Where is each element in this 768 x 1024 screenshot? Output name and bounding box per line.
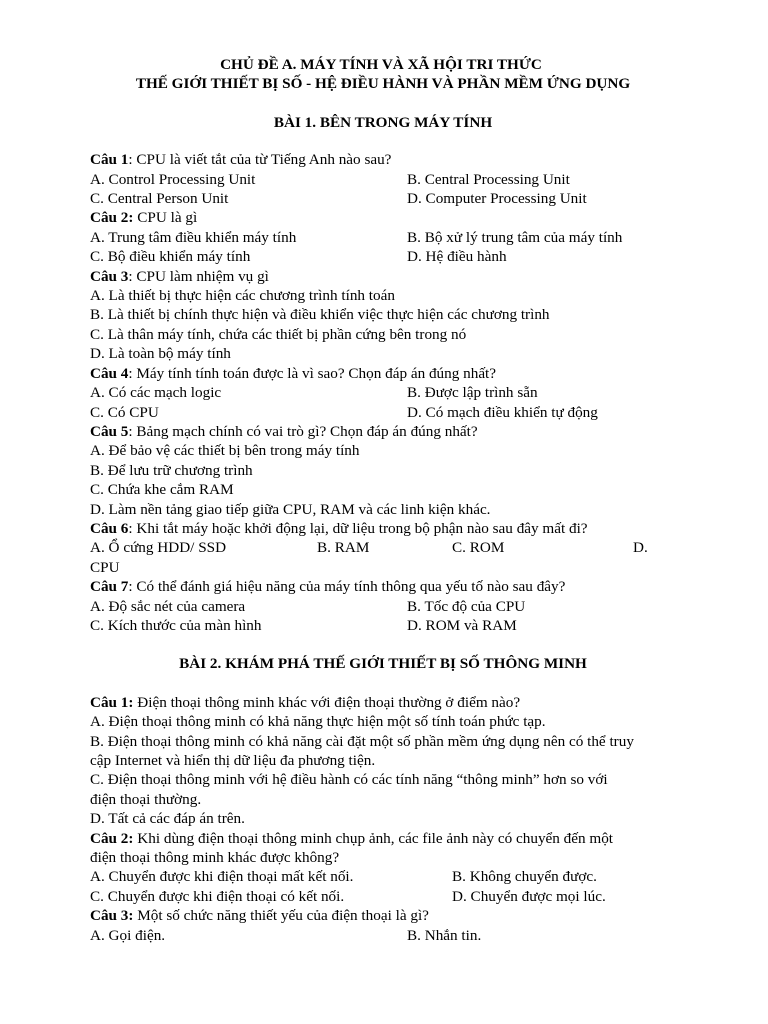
answer-row [90, 228, 676, 247]
answer-c: C. Có CPU [90, 403, 159, 421]
answer-c: C. ROM [452, 539, 505, 557]
question-label: Câu 6 [90, 519, 129, 537]
answer-b: B. Là thiết bị chính thực hiện và điều khiển việc thực hiện các chương trình [90, 306, 550, 324]
question-label: Câu 1 [90, 151, 129, 169]
answer-b: B. Tốc độ của CPU [407, 597, 526, 615]
answer-row [90, 867, 676, 886]
answer-a: A. Để bảo vệ các thiết bị bên trong máy tính [90, 442, 360, 460]
answer-c: C. Chuyển được khi điện thoại có kết nối. [90, 887, 345, 905]
question-1 [90, 150, 676, 169]
answer-row [90, 926, 676, 945]
question-text-continued: điện thoại thông minh khác được không? [90, 849, 340, 867]
answer-a: A. Trung tâm điều khiển máy tính [90, 228, 297, 246]
question-3 [90, 267, 676, 286]
question-label: Câu 3 [90, 267, 129, 285]
document-content [90, 55, 676, 945]
answer-d: D. Có mạch điều khiển tự động [407, 403, 598, 421]
answer-a: A. Control Processing Unit [90, 170, 256, 188]
question-text: CPU là gì [133, 209, 198, 227]
answer-d-continued: CPU [90, 558, 120, 576]
lesson-1-title: BÀI 1. BÊN TRONG MÁY TÍNH [273, 113, 493, 131]
answer-row [90, 247, 676, 266]
question-label: Câu 3: [90, 907, 134, 925]
answer-b: B. Không chuyển được. [452, 868, 597, 886]
question-4 [90, 364, 676, 383]
answer-row [90, 887, 676, 906]
answer-row [90, 189, 676, 208]
answer-d: D. Làm nền tảng giao tiếp giữa CPU, RAM và các linh kiện khác. [90, 500, 491, 518]
question-text: : Máy tính tính toán được là vì sao? Chọn đáp án đúng nhất? [128, 364, 497, 382]
answer-c-continued: điện thoại thường. [90, 790, 202, 808]
answer-c: C. Central Person Unit [90, 190, 229, 208]
answer-c: C. Là thân máy tính, chứa các thiết bị phần cứng bên trong nó [90, 325, 467, 343]
question-label: Câu 2: [90, 829, 134, 847]
lesson-2-title: BÀI 2. KHÁM PHÁ THẾ GIỚI THIẾT BỊ SỐ THÔNG MINH [179, 655, 587, 673]
answer-a: A. Chuyển được khi điện thoại mất kết nối. [90, 868, 354, 886]
answer-c: C. Bộ điều khiển máy tính [90, 248, 251, 266]
answer-a: A. Có các mạch logic [90, 384, 222, 402]
question-text: Điện thoại thông minh khác với điện thoại thường ở điểm nào? [133, 693, 521, 711]
answer-b: B. Nhắn tin. [407, 926, 482, 944]
question-text: : CPU là viết tắt của từ Tiếng Anh nào sau? [128, 151, 392, 169]
answer-row [90, 538, 676, 557]
answer-a: A. Ổ cứng HDD/ SSD [90, 539, 227, 557]
question-text: : Khi tắt máy hoặc khởi động lại, dữ liệu trong bộ phận nào sau đây mất đi? [128, 519, 588, 537]
question-text: Khi dùng điện thoại thông minh chụp ảnh, các file ảnh này có chuyển đến một [133, 829, 614, 847]
answer-a: A. Gọi điện. [90, 926, 166, 944]
answer-d: D. [633, 539, 648, 557]
answer-d: D. ROM và RAM [407, 616, 517, 634]
answer-a: A. Điện thoại thông minh có khả năng thực hiện một số tính toán phức tạp. [90, 713, 546, 731]
question-text: : Có thể đánh giá hiệu năng của máy tính thông qua yếu tố nào sau đây? [128, 578, 566, 596]
question-text: Một số chức năng thiết yếu của điện thoại là gì? [133, 907, 429, 925]
question-6 [90, 519, 676, 538]
question-2 [90, 208, 676, 227]
question-1 [90, 693, 676, 712]
answer-c: C. Điện thoại thông minh với hệ điều hành có các tính năng “thông minh” hơn so với [90, 771, 608, 789]
answer-b: B. Central Processing Unit [407, 170, 570, 188]
topic-title: CHỦ ĐỀ A. MÁY TÍNH VÀ XÃ HỘI TRI THỨC [220, 56, 542, 73]
question-label: Câu 1: [90, 693, 134, 711]
answer-d: D. Chuyển được mọi lúc. [452, 887, 606, 905]
answer-c: C. Chứa khe cắm RAM [90, 481, 234, 499]
question-3 [90, 906, 676, 925]
answer-b: B. RAM [317, 539, 370, 557]
answer-row [90, 616, 676, 635]
question-2 [90, 829, 676, 848]
answer-b: B. Được lập trình sẵn [407, 384, 538, 402]
topic-subtitle: THẾ GIỚI THIẾT BỊ SỐ - HỆ ĐIỀU HÀNH VÀ PHẦN MỀM ỨNG DỤNG [135, 75, 631, 93]
answer-row [90, 597, 676, 616]
answer-b: B. Để lưu trữ chương trình [90, 461, 253, 479]
question-5 [90, 422, 676, 441]
answer-d: D. Hệ điều hành [407, 248, 507, 266]
answer-row [90, 383, 676, 402]
answer-b: B. Điện thoại thông minh có khả năng cài đặt một số phần mềm ứng dụng nên có thể truy [90, 732, 634, 750]
answer-d: D. Tất cả các đáp án trên. [90, 810, 245, 828]
answer-c: C. Kích thước của màn hình [90, 616, 262, 634]
answer-row [90, 170, 676, 189]
answer-b: B. Bộ xử lý trung tâm của máy tính [407, 228, 623, 246]
answer-d: D. Là toàn bộ máy tính [90, 345, 231, 363]
question-text: : CPU làm nhiệm vụ gì [128, 267, 269, 285]
question-label: Câu 7 [90, 578, 129, 596]
question-label: Câu 5 [90, 422, 129, 440]
question-label: Câu 2: [90, 209, 134, 227]
answer-row [90, 403, 676, 422]
question-text: : Bảng mạch chính có vai trò gì? Chọn đáp án đúng nhất? [128, 422, 478, 440]
answer-b-continued: cập Internet và hiển thị dữ liệu đa phương tiện. [90, 751, 376, 769]
question-label: Câu 4 [90, 364, 129, 382]
question-7 [90, 577, 676, 596]
answer-d: D. Computer Processing Unit [407, 190, 587, 208]
answer-a: A. Là thiết bị thực hiện các chương trình tính toán [90, 287, 395, 305]
answer-a: A. Độ sắc nét của camera [90, 597, 246, 615]
